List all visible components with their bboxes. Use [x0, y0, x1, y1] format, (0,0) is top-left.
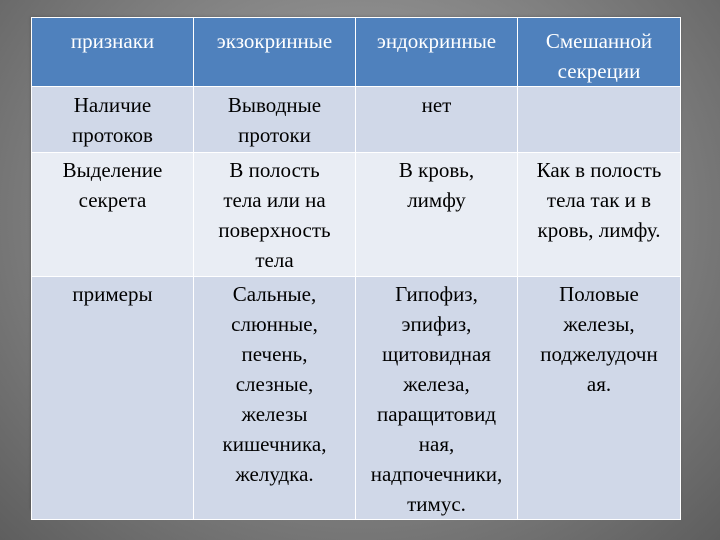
table-row	[32, 153, 681, 277]
table-cell: В кровь, лимфу	[356, 153, 518, 277]
table-cell: Сальные, слюнные, печень, слезные, железы кишечника, желудка.	[194, 277, 356, 520]
table-cell: Половые железы, поджелудочн ая.	[518, 277, 681, 520]
glands-comparison-table	[31, 17, 681, 520]
table-cell	[518, 87, 681, 153]
table-row	[32, 87, 681, 153]
table-cell: Выделение секрета	[32, 153, 194, 277]
glands-table-container	[31, 17, 680, 516]
table-row	[32, 277, 681, 520]
table-header-row	[32, 18, 681, 87]
header-cell-exocrine: экзокринные	[194, 18, 356, 87]
table-cell: примеры	[32, 277, 194, 520]
table-cell: нет	[356, 87, 518, 153]
header-cell-mixed: Смешанной секреции	[518, 18, 681, 87]
table-cell: В полость тела или на поверхность тела	[194, 153, 356, 277]
table-cell: Наличие протоков	[32, 87, 194, 153]
header-cell-endocrine: эндокринные	[356, 18, 518, 87]
table-cell: Как в полость тела так и в кровь, лимфу.	[518, 153, 681, 277]
table-cell: Гипофиз, эпифиз, щитовидная железа, паращитовид ная, надпочечники, тимус.	[356, 277, 518, 520]
table-cell: Выводные протоки	[194, 87, 356, 153]
header-cell-features: признаки	[32, 18, 194, 87]
